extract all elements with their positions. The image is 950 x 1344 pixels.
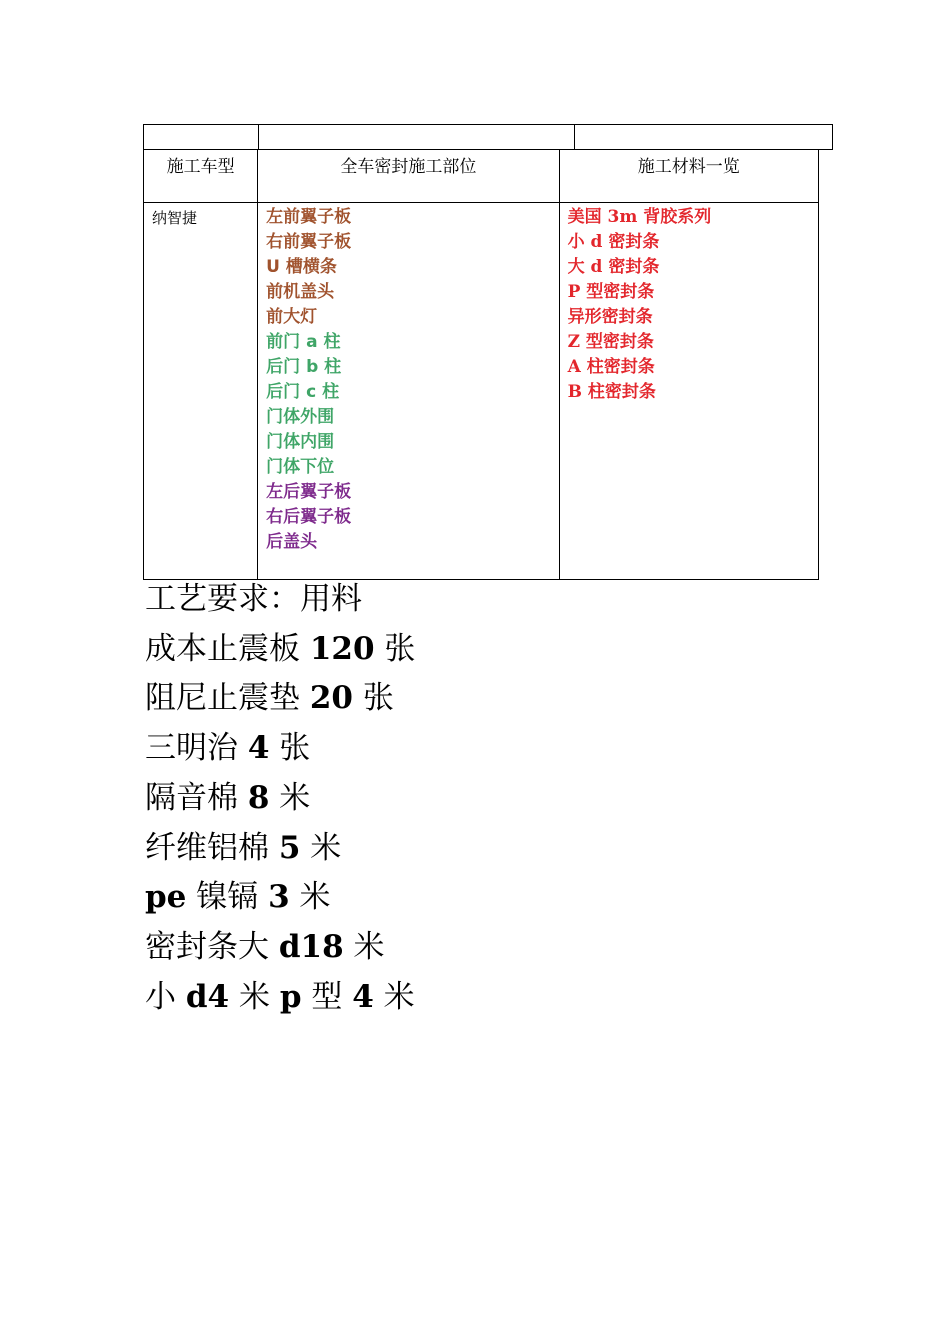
- material-item: 大 d 密封条: [567, 257, 660, 277]
- column-divider: [574, 125, 575, 149]
- empty-header-row: [143, 124, 833, 150]
- requirement-line: 隔音棉 8 米: [145, 779, 311, 816]
- part-item: U 槽横条: [266, 257, 337, 277]
- part-item: 门体下位: [266, 457, 335, 477]
- table-header-row: [144, 150, 819, 203]
- part-item: 前大灯: [266, 307, 318, 327]
- process-requirements: [145, 575, 415, 1022]
- part-item: 左前翼子板: [266, 207, 352, 227]
- material-item: A 柱密封条: [567, 357, 655, 377]
- material-item: P 型密封条: [567, 282, 655, 302]
- part-item: 后门 b 柱: [266, 357, 342, 377]
- part-item: 门体内围: [266, 432, 335, 452]
- material-item: Z 型密封条: [567, 332, 654, 352]
- requirement-line: 小 d4 米 p 型 4 米: [145, 978, 415, 1015]
- material-item: B 柱密封条: [567, 382, 656, 402]
- part-item: 后盖头: [266, 532, 318, 552]
- requirement-line: 三明治 4 张: [145, 730, 311, 767]
- requirement-line: pe 镍镉 3 米: [145, 879, 331, 916]
- part-item: 前门 a 柱: [266, 332, 341, 352]
- requirement-line: 成本止震板 120 张: [145, 630, 416, 667]
- materials-cell: [559, 203, 818, 580]
- material-item: 异形密封条: [567, 307, 653, 327]
- requirement-line: 纤维铝棉 5 米: [145, 829, 342, 866]
- requirement-line: 工艺要求：用料: [145, 581, 362, 617]
- part-item: 右后翼子板: [266, 507, 352, 527]
- parts-cell: [258, 203, 559, 580]
- requirement-line: 阻尼止震垫 20 张: [145, 680, 394, 717]
- requirement-line: 密封条大 d18 米: [145, 928, 385, 965]
- header-sealing-parts: 全车密封施工部位: [258, 150, 559, 203]
- part-item: 后门 c 柱: [266, 382, 340, 402]
- material-item: 美国 3m 背胶系列: [567, 207, 712, 227]
- part-item: 左后翼子板: [266, 482, 352, 502]
- column-divider: [258, 125, 259, 149]
- vehicle-model-cell: 纳智捷: [144, 203, 258, 580]
- construction-table: [143, 149, 819, 580]
- part-item: 右前翼子板: [266, 232, 352, 252]
- table-row: [144, 203, 819, 580]
- part-item: 门体外围: [266, 407, 335, 427]
- header-materials: 施工材料一览: [559, 150, 818, 203]
- header-vehicle-model: 施工车型: [144, 150, 258, 203]
- part-item: 前机盖头: [266, 282, 335, 302]
- material-item: 小 d 密封条: [567, 232, 660, 252]
